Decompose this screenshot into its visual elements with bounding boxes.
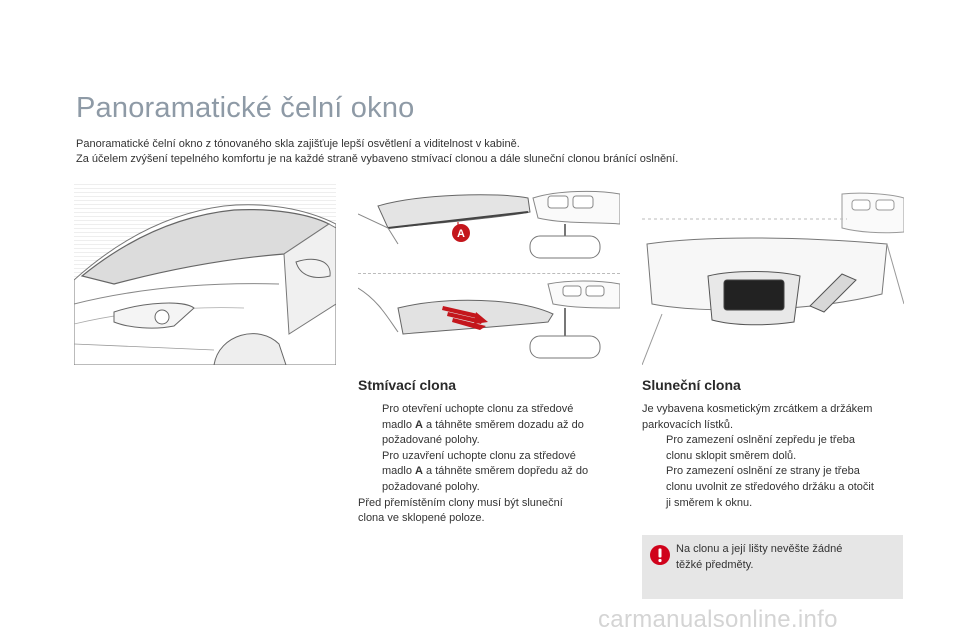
sun-visor-heading: Sluneční clona [642,377,741,393]
dimming-blind-closed-illustration [358,184,620,270]
warning-box [642,535,903,599]
dimming-open-line3: požadované polohy. [382,434,480,447]
intro-line-2: Za účelem zvýšení tepelného komfortu je na každé straně vybaveno stmívací clonou a dále sluneční clonou bránící oslnění. [76,152,679,165]
dimming-open-line2: madlo A a táhněte směrem dozadu až do [382,418,584,431]
sun-visor-intro: Je vybavena kosmetickým zrcátkem a držákem parkovacích lístků. [642,403,873,431]
dimming-blind-text [358,402,620,527]
list-item [358,402,620,449]
list-item [358,449,620,496]
dimming-open-line1: Pro otevření uchopte clonu za středové [382,403,574,415]
dimming-blind-heading: Stmívací clona [358,377,457,393]
sun-visor-illustration [642,184,904,365]
illustration-divider [358,273,620,274]
intro-text [76,137,678,166]
watermark: carmanualsonline.info [598,606,838,633]
list-item: Pro zamezení oslnění ze strany je třeba clonu uvolnit ze středového držáku a otočit ji směrem k oknu. [666,465,874,509]
callout-a-label: A [457,228,465,240]
car-windshield-illustration [74,184,336,365]
dimming-close-line3: požadované polohy. [382,480,480,493]
list-item: Pro zamezení oslnění zepředu je třeba clonu sklopit směrem dolů. [666,434,855,462]
dimming-close-line2: madlo A a táhněte směrem dopředu až do [382,465,589,478]
dimming-blind-open-illustration [358,278,620,365]
page-title: Panoramatické čelní okno [76,92,415,124]
warning-text: Na clonu a její lišty nevěšte žádné těžké předměty. [676,543,843,571]
intro-line-1: Panoramatické čelní okno z tónovaného skla zajišťuje lepší osvětlení a viditelnost v kabině. [76,138,520,150]
dimming-close-line1: Pro uzavření uchopte clonu za středové [382,449,576,462]
dimming-note: Před přemístěním clony musí být sluneční clona ve sklopené poloze. [358,496,563,525]
sun-visor-text [642,402,904,511]
exclamation-icon [649,544,671,566]
